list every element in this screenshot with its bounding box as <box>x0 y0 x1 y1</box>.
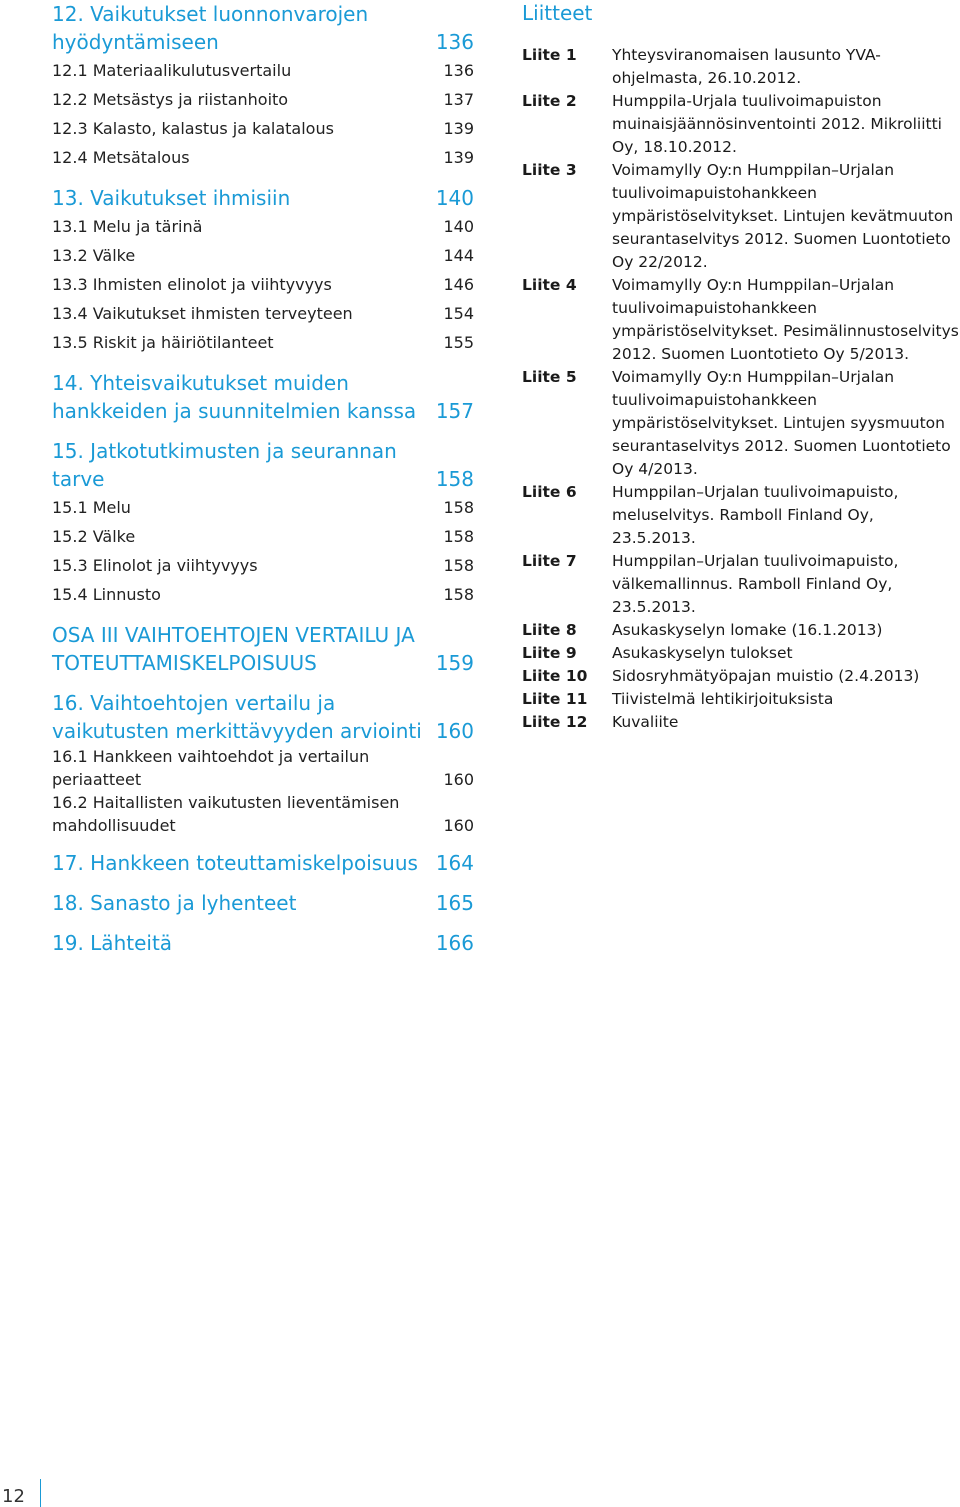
table-of-contents <box>52 0 474 957</box>
attachment-row <box>522 665 960 688</box>
toc-subentry[interactable] <box>52 270 474 299</box>
toc-entry-title: 16.2 Haitallisten vaikutusten lieventämisen mahdollisuudet <box>52 793 400 835</box>
toc-entry-title: 12.2 Metsästys ja riistanhoito <box>52 90 289 109</box>
toc-entry-title: 16. Vaihtoehtojen vertailu ja vaikutusten merkittävyyden arviointi <box>52 691 422 743</box>
toc-heading[interactable] <box>52 621 474 677</box>
toc-entry-page: 140 <box>435 186 474 210</box>
attachment-label: Liite 3 <box>522 161 577 179</box>
attachment-description: Voimamylly Oy:n Humppilan–Urjalan tuulivoimapuistohankkeen ympäristöselvitykset. Pesimälinnustoselvitys 2012. Suomen Luontotieto Oy 5/2013. <box>612 276 959 363</box>
attachments-title: Liitteet <box>522 1 593 25</box>
attachment-description: Voimamylly Oy:n Humppilan–Urjalan tuulivoimapuistohankkeen ympäristöselvitykset. Lintujen kevätmuuton seurantaselvitys 2012. Suomen Luontotieto Oy 22/2012. <box>612 161 954 271</box>
attachment-description: Kuvaliite <box>612 713 679 731</box>
toc-entry-title: 13.2 Välke <box>52 246 136 265</box>
toc-entry-page: 139 <box>443 148 474 167</box>
attachment-description: Yhteysviranomaisen lausunto YVA-ohjelmasta, 26.10.2012. <box>612 46 881 87</box>
toc-entry-page: 158 <box>435 467 474 491</box>
attachment-row <box>522 274 960 366</box>
attachments-list <box>522 44 960 734</box>
toc-entry-page: 140 <box>443 217 474 236</box>
toc-subentry[interactable] <box>52 85 474 114</box>
attachment-label: Liite 8 <box>522 621 577 639</box>
toc-entry-page: 160 <box>443 816 474 835</box>
toc-entry-title: 12. Vaikutukset luonnonvarojen hyödyntämiseen <box>52 2 369 54</box>
toc-entry-page: 137 <box>443 90 474 109</box>
toc-heading[interactable] <box>52 0 474 56</box>
toc-subentry[interactable] <box>52 791 474 837</box>
attachment-row <box>522 90 960 159</box>
attachment-row <box>522 366 960 481</box>
toc-entry-page: 158 <box>443 556 474 575</box>
attachment-row <box>522 159 960 274</box>
toc-heading[interactable] <box>52 929 474 957</box>
attachment-description: Humppilan–Urjalan tuulivoimapuisto, välkemallinnus. Ramboll Finland Oy, 23.5.2013. <box>612 552 899 616</box>
toc-entry-page: 160 <box>443 770 474 789</box>
attachment-label: Liite 6 <box>522 483 577 501</box>
toc-entry-page: 165 <box>435 891 474 915</box>
page-number-divider <box>40 1479 41 1507</box>
toc-entry-title: 15.3 Elinolot ja viihtyvyys <box>52 556 258 575</box>
toc-entry-title: 13.4 Vaikutukset ihmisten terveyteen <box>52 304 353 323</box>
toc-subentry[interactable] <box>52 241 474 270</box>
toc-entry-page: 139 <box>443 119 474 138</box>
attachment-label: Liite 9 <box>522 644 577 662</box>
attachment-label: Liite 2 <box>522 92 577 110</box>
toc-entry-page: 164 <box>435 851 474 875</box>
attachment-label: Liite 11 <box>522 690 588 708</box>
toc-entry-page: 154 <box>443 304 474 323</box>
attachment-row <box>522 550 960 619</box>
toc-entry-title: 15.4 Linnusto <box>52 585 161 604</box>
toc-entry-title: 16.1 Hankkeen vaihtoehdot ja vertailun periaatteet <box>52 747 370 789</box>
toc-entry-title: 18. Sanasto ja lyhenteet <box>52 891 297 915</box>
attachment-row <box>522 711 960 734</box>
attachment-row <box>522 44 960 90</box>
toc-subentry[interactable] <box>52 580 474 609</box>
toc-subentry[interactable] <box>52 522 474 551</box>
toc-subentry[interactable] <box>52 212 474 241</box>
toc-entry-title: OSA III VAIHTOEHTOJEN VERTAILU JA TOTEUTTAMISKELPOISUUS <box>52 623 415 675</box>
attachments-section <box>522 0 960 734</box>
attachment-label: Liite 7 <box>522 552 577 570</box>
attachment-label: Liite 4 <box>522 276 577 294</box>
toc-entry-title: 15.1 Melu <box>52 498 131 517</box>
toc-entry-page: 166 <box>435 931 474 955</box>
toc-subentry[interactable] <box>52 551 474 580</box>
toc-subentry[interactable] <box>52 328 474 357</box>
toc-entry-title: 14. Yhteisvaikutukset muiden hankkeiden ja suunnitelmien kanssa <box>52 371 417 423</box>
toc-entry-page: 160 <box>435 719 474 743</box>
toc-entry-title: 12.3 Kalasto, kalastus ja kalatalous <box>52 119 334 138</box>
toc-entry-title: 17. Hankkeen toteuttamiskelpoisuus <box>52 851 418 875</box>
attachment-description: Tiivistelmä lehtikirjoituksista <box>612 690 834 708</box>
attachment-label: Liite 12 <box>522 713 588 731</box>
toc-subentry[interactable] <box>52 299 474 328</box>
toc-entry-page: 136 <box>443 61 474 80</box>
attachment-description: Asukaskyselyn lomake (16.1.2013) <box>612 621 883 639</box>
attachment-row <box>522 642 960 665</box>
toc-entry-page: 144 <box>443 246 474 265</box>
toc-heading[interactable] <box>52 889 474 917</box>
attachment-label: Liite 10 <box>522 667 588 685</box>
attachment-row <box>522 619 960 642</box>
toc-entry-page: 157 <box>435 399 474 423</box>
toc-subentry[interactable] <box>52 114 474 143</box>
toc-heading[interactable] <box>52 689 474 745</box>
toc-entry-page: 158 <box>443 585 474 604</box>
toc-entry-page: 159 <box>435 651 474 675</box>
toc-entry-title: 15. Jatkotutkimusten ja seurannan tarve <box>52 439 397 491</box>
attachment-label: Liite 5 <box>522 368 577 386</box>
attachment-label: Liite 1 <box>522 46 577 64</box>
toc-subentry[interactable] <box>52 745 474 791</box>
toc-entry-title: 13.3 Ihmisten elinolot ja viihtyvyys <box>52 275 332 294</box>
toc-heading[interactable] <box>52 849 474 877</box>
attachment-description: Humppila-Urjala tuulivoimapuiston muinaisjäännösinventointi 2012. Mikroliitti Oy, 18.10.2012. <box>612 92 942 156</box>
toc-heading[interactable] <box>52 184 474 212</box>
attachment-row <box>522 688 960 711</box>
toc-entry-page: 158 <box>443 498 474 517</box>
attachment-row <box>522 481 960 550</box>
page-number: 12 <box>2 1486 25 1507</box>
toc-entry-title: 12.4 Metsätalous <box>52 148 190 167</box>
attachment-description: Asukaskyselyn tulokset <box>612 644 793 662</box>
attachment-description: Sidosryhmätyöpajan muistio (2.4.2013) <box>612 667 920 685</box>
toc-entry-title: 19. Lähteitä <box>52 931 173 955</box>
toc-subentry[interactable] <box>52 56 474 85</box>
toc-subentry[interactable] <box>52 493 474 522</box>
toc-entry-page: 155 <box>443 333 474 352</box>
toc-entry-page: 158 <box>443 527 474 546</box>
attachment-description: Voimamylly Oy:n Humppilan–Urjalan tuulivoimapuistohankkeen ympäristöselvitykset. Lintujen syysmuuton seurantaselvitys 2012. Suomen Luontotieto Oy 4/2013. <box>612 368 951 478</box>
toc-subentry[interactable] <box>52 143 474 172</box>
toc-heading[interactable] <box>52 369 474 425</box>
toc-entry-title: 13. Vaikutukset ihmisiin <box>52 186 291 210</box>
attachment-description: Humppilan–Urjalan tuulivoimapuisto, meluselvitys. Ramboll Finland Oy, 23.5.2013. <box>612 483 899 547</box>
toc-entry-title: 13.1 Melu ja tärinä <box>52 217 203 236</box>
toc-heading[interactable] <box>52 437 474 493</box>
toc-entry-title: 15.2 Välke <box>52 527 136 546</box>
toc-entry-page: 146 <box>443 275 474 294</box>
toc-entry-title: 13.5 Riskit ja häiriötilanteet <box>52 333 274 352</box>
toc-entry-page: 136 <box>435 30 474 54</box>
toc-entry-title: 12.1 Materiaalikulutusvertailu <box>52 61 292 80</box>
